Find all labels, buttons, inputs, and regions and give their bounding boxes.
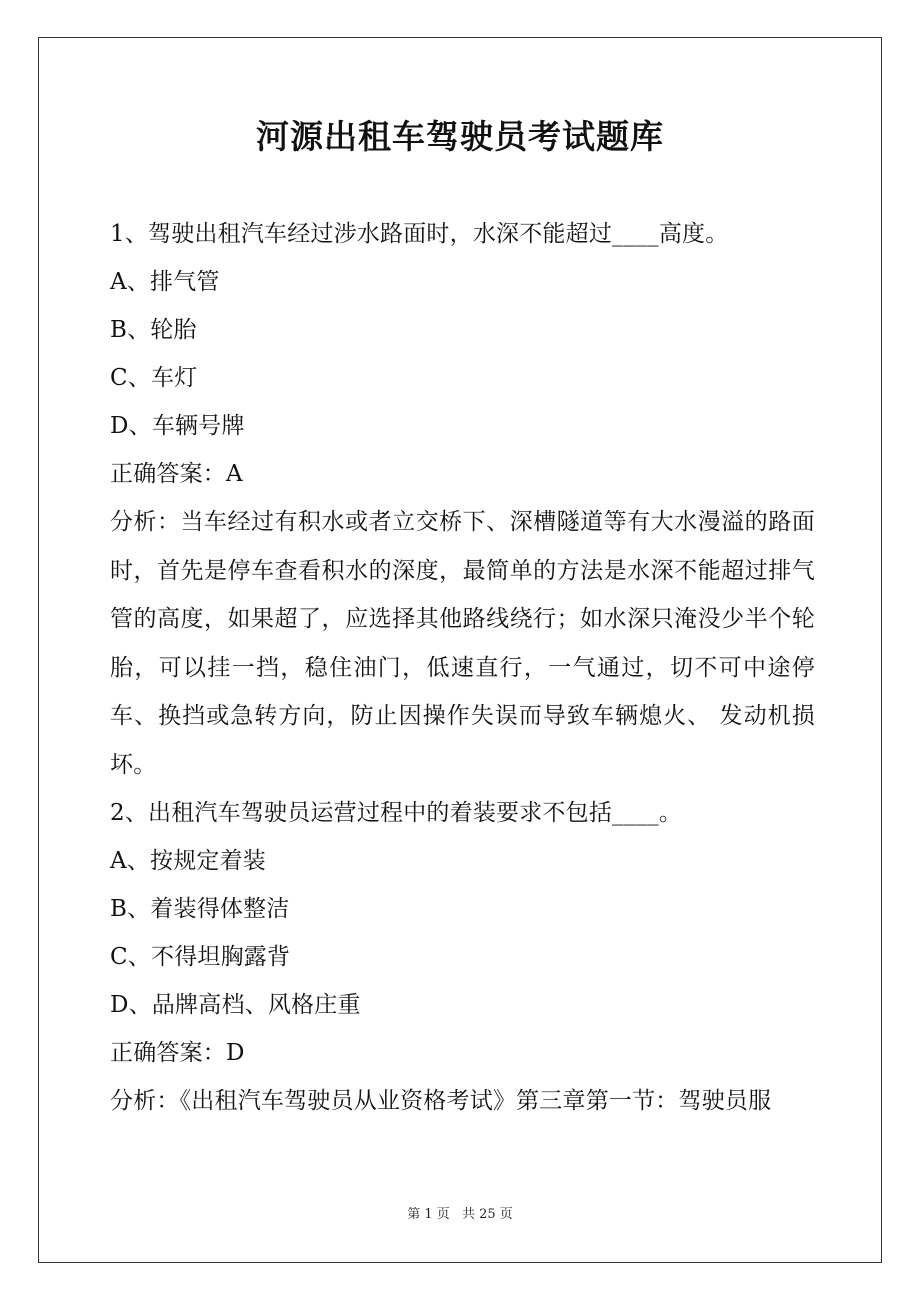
option-d: D、车辆号牌 — [110, 413, 245, 439]
question-1 — [110, 210, 815, 789]
analysis-text: 分析：当车经过有积水或者立交桥下、深槽隧道等有大水漫溢的路面时，首先是停车查看积水的深度，最简单的方法是水深不能超过排气管的高度，如果超了，应选择其他路线绕行；如水深只淹没少半个轮胎，可以挂一挡，稳住油门，低速直行，一气通过，切不可中途停车、换挡或急转方向，防止因操作失误而导致车辆熄火、 发动机损坏。 — [110, 509, 815, 778]
question-2 — [110, 789, 815, 1125]
correct-answer: 正确答案：A — [110, 461, 243, 487]
question-stem: 2、出租汽车驾驶员运营过程中的着装要求不包括____。 — [110, 800, 683, 826]
option-c: C、车灯 — [110, 365, 198, 391]
option-a: A、排气管 — [110, 269, 220, 295]
page-footer — [0, 1203, 920, 1227]
option-b: B、轮胎 — [110, 317, 197, 343]
question-content — [110, 210, 815, 1125]
question-stem: 1、驾驶出租汽车经过涉水路面时，水深不能超过____高度。 — [110, 221, 729, 247]
analysis-text: 分析：《出租汽车驾驶员从业资格考试》第三章第一节：驾驶员服 — [110, 1088, 772, 1114]
option-a: A、按规定着装 — [110, 848, 267, 874]
total-pages: 共 25 页 — [461, 1207, 513, 1222]
document-title: 河源出租车驾驶员考试题库 — [256, 117, 664, 156]
correct-answer: 正确答案：D — [110, 1040, 245, 1066]
option-c: C、不得坦胸露背 — [110, 944, 291, 970]
option-b: B、着装得体整洁 — [110, 896, 290, 922]
page-number: 第 1 页 — [407, 1207, 450, 1222]
option-d: D、品牌高档、风格庄重 — [110, 992, 361, 1018]
